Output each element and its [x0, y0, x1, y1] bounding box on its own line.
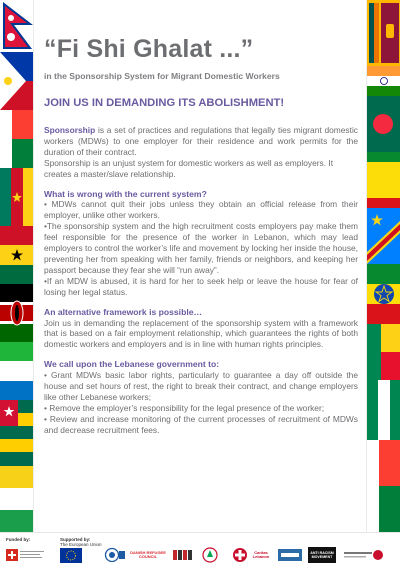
footer-logos: [0, 532, 400, 567]
migrant-workers-logo: [344, 547, 384, 563]
intro-text-2: Sponsorship is an unjust system for domestic workers as well as employers. It creates a master/slave relationship.: [44, 157, 334, 179]
intro-text: is a set of practices and regulations that legally ties migrant domestic workers (MDWs) to one employer for their residence and work permits for the duration of their contract.: [44, 125, 358, 157]
flag-philippines: [0, 52, 34, 110]
insan-logo: [278, 547, 302, 563]
caritas-icon: [232, 547, 248, 563]
kafa-logo: [172, 547, 194, 563]
section-2-text: Join us in demanding the replacement of the sponsorship system with a framework that is based on a fair employment relationship, which guarantees the rights of both domestic workers and employers and is in line with human rights principles.: [44, 317, 358, 350]
poster-title: “Fi Shi Ghalat ...”: [44, 35, 254, 63]
section-1-heading: What is wrong with the current system?: [44, 188, 207, 199]
section-2-heading: An alternative framework is possible…: [44, 306, 203, 317]
flag-madagascar-2: [366, 440, 400, 532]
funded-by-label: Funded by:: [6, 537, 31, 542]
swiss-logo: [6, 547, 18, 563]
section-3-item: • Grant MDWs basic labor rights, particularly to guarantee a day off outside the house and set hours of rest, the right to break their contract, and change employers like other Lebanese workers;: [44, 370, 358, 402]
flag-ethiopia-emblem: [366, 264, 400, 324]
section-3-item: • Review and increase monitoring of the current processes of recruitment of MDWs and decrease recruitment fees.: [44, 413, 358, 435]
flag-sierra-leone: [0, 342, 34, 400]
eu-flag-logo: [60, 547, 82, 563]
flag-filler: [0, 466, 34, 532]
flag-bangladesh: [366, 96, 400, 152]
flag-india: [366, 66, 400, 96]
flag-dr-congo: [366, 208, 400, 264]
flag-ethiopia: [366, 152, 400, 208]
flag-nigeria: [366, 380, 400, 440]
flag-nepal: [0, 0, 34, 52]
flag-kenya: [0, 284, 34, 342]
lebanon-emblem-logo: [202, 547, 218, 563]
supported-by-label: Supported by:: [60, 537, 91, 542]
flag-madagascar: [0, 110, 34, 168]
flag-ghana: [0, 226, 34, 284]
flag-benin: [366, 324, 400, 380]
intro-lead: Sponsorship: [44, 125, 96, 135]
poster-body: [44, 125, 358, 436]
flag-cameroon: [0, 168, 34, 226]
drc-logo-text: DANISH REFUGEE COUNCIL: [130, 549, 166, 559]
section-1-item: •The sponsorship system and the high recruitment costs employers pay make them feel responsible for the presence of the worker in Lebanon, which may lead employers to control the worker’s life and movement by locking her inside the house, preventing her from speaking with her family, friends or neighbors, and keeping her passport because they fear she will “run away”.: [44, 221, 358, 275]
poster-headline: JOIN US IN DEMANDING ITS ABOLISHMENT!: [44, 97, 285, 109]
caritas-logo: [249, 547, 273, 563]
left-flag-column: [0, 0, 34, 532]
ilo-logo: [104, 547, 126, 563]
flag-togo: [0, 400, 34, 466]
anti-racism-movement-logo: [308, 547, 336, 563]
intro-paragraph: [44, 125, 358, 158]
caritas-logo-text: Caritas Lebanon: [252, 549, 270, 559]
flag-sri-lanka: [366, 0, 400, 66]
poster-subtitle: in the Sponsorship System for Migrant Domestic Workers: [44, 71, 280, 81]
section-3-heading: We call upon the Lebanese government to:: [44, 359, 220, 370]
section-1-item: • MDWs cannot quit their jobs unless they obtain an official release from their employer, unlike other workers.: [44, 199, 358, 221]
danish-refugee-council-logo: [130, 547, 166, 563]
supported-by-org: The European Union: [60, 542, 102, 547]
section-3-item: • Remove the employer’s responsibility for the legal presence of the worker;: [44, 402, 325, 413]
section-1-item: •If an MDW is abused, it is hard for her to seek help or leave the house for fear of losing her legal status.: [44, 275, 358, 297]
arm-logo-text: ANTI RACISM MOVEMENT: [310, 550, 334, 559]
right-flag-column: [366, 0, 400, 532]
swiss-text-logo: [20, 547, 46, 563]
